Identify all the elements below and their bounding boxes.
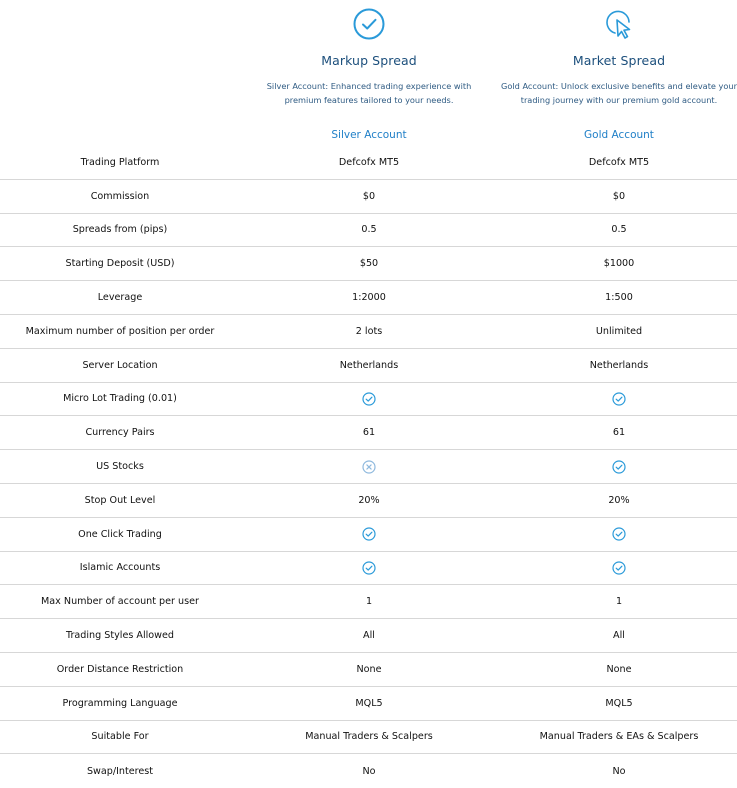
feature-label: Suitable For xyxy=(91,731,149,743)
table-row xyxy=(0,653,737,687)
table-row xyxy=(0,687,737,721)
table-row xyxy=(0,315,737,349)
silver-value-cell: Manual Traders & Scalpers xyxy=(305,731,433,743)
feature-label: One Click Trading xyxy=(78,528,162,540)
table-row xyxy=(0,247,737,281)
table-row xyxy=(0,585,737,619)
gold-value-cell: None xyxy=(606,663,632,675)
table-row xyxy=(0,754,737,788)
feature-label: Programming Language xyxy=(62,697,178,709)
check-circle-icon xyxy=(362,527,376,541)
silver-value-cell: All xyxy=(363,630,375,642)
gold-value-cell: Defcofx MT5 xyxy=(588,156,650,168)
silver-status-cell xyxy=(249,450,489,483)
table-row xyxy=(0,281,737,315)
silver-value-cell: No xyxy=(362,765,376,777)
gold-value-cell: No xyxy=(612,765,626,777)
feature-label: Leverage xyxy=(97,292,143,304)
silver-status-cell xyxy=(249,383,489,416)
feature-label: Trading Styles Allowed xyxy=(66,630,174,642)
silver-value-cell: 61 xyxy=(362,427,376,439)
silver-value-cell: Defcofx MT5 xyxy=(338,156,400,168)
check-circle-icon xyxy=(612,527,626,541)
table-row xyxy=(0,146,737,180)
silver-value-cell: $0 xyxy=(362,190,376,202)
check-circle-icon xyxy=(612,392,626,406)
check-circle-icon xyxy=(612,561,626,575)
gold-value-cell: 1:500 xyxy=(605,292,633,304)
gold-status-cell xyxy=(499,518,737,551)
silver-value-cell: 2 lots xyxy=(355,325,383,337)
check-circle-icon xyxy=(362,561,376,575)
gold-value-cell: 61 xyxy=(612,427,626,439)
table-row xyxy=(0,518,737,552)
comparison-table xyxy=(0,146,737,788)
table-row xyxy=(0,552,737,586)
account-name-silver: Silver Account xyxy=(331,129,407,141)
feature-label: Stop Out Level xyxy=(84,494,156,506)
gold-value-cell: $0 xyxy=(612,190,626,202)
plan-title: Markup Spread xyxy=(321,53,417,68)
feature-label: Islamic Accounts xyxy=(79,562,161,574)
gold-value-cell: Netherlands xyxy=(589,359,649,371)
gold-value-cell: 20% xyxy=(608,494,630,506)
account-name-gold: Gold Account xyxy=(584,129,654,141)
silver-value-cell: 1 xyxy=(365,596,373,608)
table-row xyxy=(0,214,737,248)
table-row xyxy=(0,450,737,484)
silver-value-cell: 0.5 xyxy=(361,224,377,236)
silver-status-cell xyxy=(249,518,489,551)
feature-label: Commission xyxy=(90,190,150,202)
table-row xyxy=(0,721,737,755)
gold-value-cell: All xyxy=(613,630,625,642)
check-circle-icon xyxy=(612,460,626,474)
check-circle-icon xyxy=(352,7,386,41)
table-row xyxy=(0,416,737,450)
plan-title: Market Spread xyxy=(572,53,666,68)
gold-value-cell: Manual Traders & EAs & Scalpers xyxy=(539,731,699,743)
cursor-click-icon xyxy=(602,7,636,41)
silver-value-cell: 1:2000 xyxy=(352,292,386,304)
feature-label: Trading Platform xyxy=(80,156,160,168)
feature-label: US Stocks xyxy=(96,461,144,473)
feature-label: Starting Deposit (USD) xyxy=(65,258,175,270)
feature-label: Maximum number of position per order xyxy=(25,325,215,337)
check-circle-icon xyxy=(362,392,376,406)
gold-status-cell xyxy=(499,450,737,483)
feature-label: Max Number of account per user xyxy=(41,596,199,608)
table-row xyxy=(0,619,737,653)
plan-description: Silver Account: Enhanced trading experience with premium features tailored to your needs. xyxy=(266,81,472,105)
table-row xyxy=(0,484,737,518)
silver-status-cell xyxy=(249,552,489,585)
gold-value-cell: 1 xyxy=(615,596,623,608)
feature-label: Swap/Interest xyxy=(86,765,154,777)
plan-description: Gold Account: Unlock exclusive benefits and elevate your trading journey with our premium gold account. xyxy=(501,81,737,105)
gold-value-cell: $1000 xyxy=(603,258,635,270)
table-row xyxy=(0,349,737,383)
x-circle-icon xyxy=(362,460,376,474)
silver-value-cell: 20% xyxy=(358,494,380,506)
feature-label: Order Distance Restriction xyxy=(56,663,184,675)
feature-label: Spreads from (pips) xyxy=(72,224,168,236)
table-row xyxy=(0,180,737,214)
gold-status-cell xyxy=(499,552,737,585)
feature-label: Micro Lot Trading (0.01) xyxy=(63,393,177,405)
silver-value-cell: None xyxy=(356,663,382,675)
silver-value-cell: Netherlands xyxy=(339,359,399,371)
feature-label: Server Location xyxy=(82,359,158,371)
feature-label: Currency Pairs xyxy=(85,427,155,439)
silver-value-cell: MQL5 xyxy=(355,697,383,709)
gold-value-cell: Unlimited xyxy=(595,325,643,337)
plan-header-silver xyxy=(249,0,489,107)
table-row xyxy=(0,383,737,417)
gold-value-cell: MQL5 xyxy=(605,697,633,709)
gold-status-cell xyxy=(499,383,737,416)
plan-header-gold xyxy=(499,0,737,107)
gold-value-cell: 0.5 xyxy=(611,224,627,236)
silver-value-cell: $50 xyxy=(359,258,379,270)
